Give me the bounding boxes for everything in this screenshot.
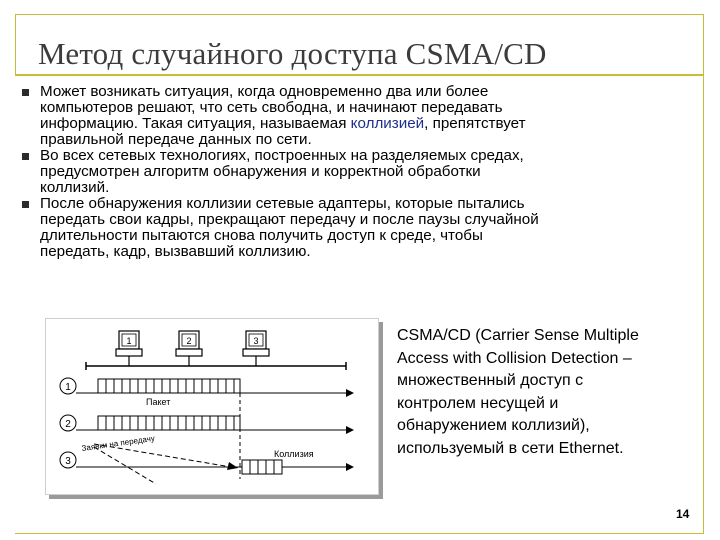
bullet-item-collision: [22, 84, 692, 148]
requests-label: Заявки на передачу: [81, 433, 156, 453]
bullet-line: Может возникать ситуация, когда одновременно два или более: [40, 83, 489, 100]
bullet-line: компьютеров решают, что сеть свободна, и начинают передавать: [40, 99, 503, 116]
computer-3-label: 3: [253, 336, 259, 346]
bullet-text: информацию. Такая ситуация, называемая: [40, 115, 351, 132]
packet-label: Пакет: [146, 397, 171, 407]
slide-frame-right: [703, 14, 704, 534]
collision-term: коллизией: [350, 115, 425, 132]
bullet-list: [22, 84, 692, 260]
computer-3-icon: [243, 331, 269, 366]
collision-block: [242, 460, 282, 474]
bullet-marker: [22, 153, 29, 160]
csma-cd-definition: [397, 325, 697, 460]
definition-line: используемый в сети Ethernet.: [397, 439, 624, 457]
row-1-label: 1: [65, 382, 71, 393]
bullet-line: Во всех сетевых технологиях, построенных на разделяемых средах,: [40, 147, 524, 164]
bullet-item-detection: [22, 148, 692, 196]
bullet-line: предусмотрен алгоритм обнаружения и корректной обработки: [40, 163, 481, 180]
definition-line: CSMA/CD (Carrier Sense Multiple: [397, 327, 639, 344]
bullet-line: После обнаружения коллизии сетевые адаптеры, которые пытались: [40, 195, 525, 212]
bullet-line: [40, 116, 692, 132]
slide-title: Метод случайного доступа CSMA/CD: [38, 36, 547, 71]
packet-block-row1: [98, 379, 240, 393]
bullet-text: , препятствует: [424, 115, 526, 132]
bullet-item-retry: [22, 196, 692, 260]
computer-2-icon: [176, 331, 202, 366]
bullet-line: правильной передаче данных по сети.: [40, 131, 312, 148]
computer-1-icon: [116, 331, 142, 366]
request-arrow-lower: [94, 447, 156, 484]
bullet-line: коллизий.: [40, 179, 110, 196]
request-arrow: [94, 444, 231, 467]
definition-line: множественный доступ с: [397, 372, 584, 389]
packet-block-row2: [98, 416, 240, 430]
bullet-line: передать, кадр, вызвавший коллизию.: [40, 243, 311, 260]
computer-1-label: 1: [126, 336, 132, 346]
definition-line: контролем несущей и: [397, 394, 559, 412]
request-arrowhead: [227, 462, 238, 470]
computer-2-label: 2: [186, 336, 192, 346]
timeline-2-arrow: [346, 426, 354, 434]
csma-cd-diagram: [45, 318, 379, 495]
definition-line: Access with Collision Detection –: [397, 349, 632, 367]
bullet-line: передать свои кадры, прекращают передачу и после паузы случайной: [40, 211, 539, 228]
slide-frame-top: [15, 14, 704, 15]
timeline-3-arrow: [346, 463, 354, 471]
slide-frame-bottom: [15, 533, 704, 534]
bullet-marker: [22, 89, 29, 96]
bullet-line: длительности пытаются снова получить доступ к среде, чтобы: [40, 227, 483, 244]
collision-label: Коллизия: [274, 449, 314, 459]
timeline-1-arrow: [346, 389, 354, 397]
title-rule: [15, 74, 704, 76]
page-number: 14: [676, 507, 690, 521]
definition-line: обнаружением коллизий),: [397, 417, 590, 434]
slide-frame-left: [15, 14, 16, 74]
bullet-marker: [22, 201, 29, 208]
row-2-label: 2: [65, 419, 71, 430]
row-3-label: 3: [65, 456, 71, 467]
